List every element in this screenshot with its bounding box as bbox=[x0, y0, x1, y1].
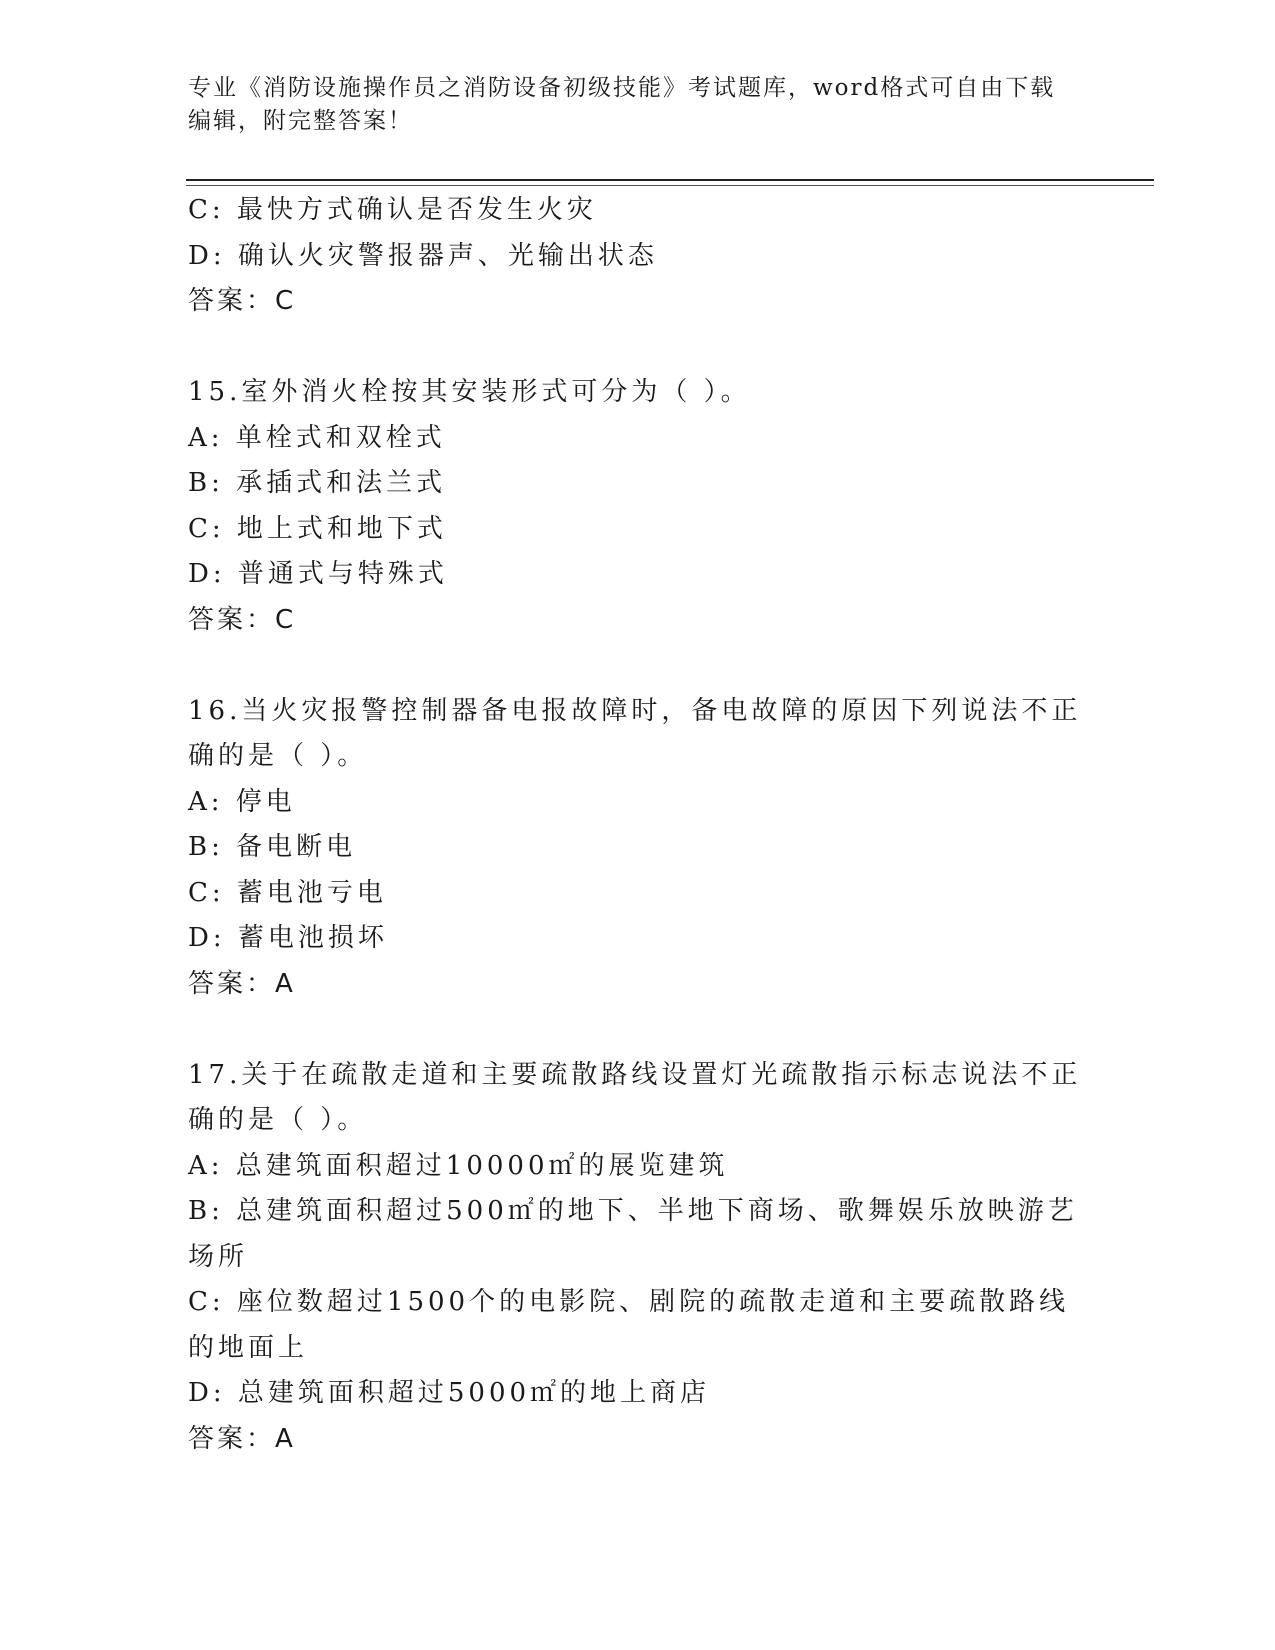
question-stem: 17.关于在疏散走道和主要疏散路线设置灯光疏散指示标志说法不正确的是（ ）。 bbox=[188, 1059, 1082, 1135]
option-b: B: 总建筑面积超过500㎡的地下、半地下商场、歌舞娱乐放映游艺场所 bbox=[188, 1196, 1078, 1272]
option-c: C: 最快方式确认是否发生火灾 bbox=[188, 195, 597, 225]
answer-line: 答案：A bbox=[188, 1423, 296, 1454]
option-b: B: 备电断电 bbox=[188, 832, 357, 862]
option-a: A: 总建筑面积超过10000㎡的展览建筑 bbox=[188, 1150, 729, 1181]
header-divider-thin bbox=[186, 185, 1154, 186]
document-header: 专业《消防设施操作员之消防设备初级技能》考试题库，word格式可自由下载编辑，附完整答案！ bbox=[188, 75, 1056, 134]
question-list bbox=[188, 188, 1088, 1462]
question-17 bbox=[188, 1053, 1088, 1463]
option-d: D: 确认火灾警报器声、光输出状态 bbox=[188, 240, 658, 271]
question-14-continued bbox=[188, 188, 1088, 325]
answer-line: 答案：C bbox=[188, 286, 297, 316]
question-stem: 16.当火灾报警控制器备电报故障时，备电故障的原因下列说法不正确的是（ ）。 bbox=[188, 695, 1082, 771]
option-a: A: 停电 bbox=[188, 786, 296, 817]
answer-line: 答案：A bbox=[188, 968, 296, 999]
option-d: D: 总建筑面积超过5000㎡的地上商店 bbox=[188, 1378, 711, 1408]
spacer bbox=[188, 325, 1088, 371]
header-divider bbox=[186, 179, 1154, 181]
question-stem: 15.室外消火栓按其安装形式可分为（ ）。 bbox=[188, 377, 751, 407]
option-a: A: 单栓式和双栓式 bbox=[188, 422, 446, 453]
option-c: C: 蓄电池亏电 bbox=[188, 877, 387, 908]
spacer bbox=[188, 1007, 1088, 1053]
option-c: C: 地上式和地下式 bbox=[188, 513, 447, 544]
option-c: C: 座位数超过1500个的电影院、剧院的疏散走道和主要疏散路线的地面上 bbox=[188, 1287, 1070, 1363]
option-b: B: 承插式和法兰式 bbox=[188, 468, 447, 498]
option-d: D: 蓄电池损坏 bbox=[188, 923, 388, 953]
question-15 bbox=[188, 370, 1088, 643]
option-d: D: 普通式与特殊式 bbox=[188, 559, 448, 589]
spacer bbox=[188, 643, 1088, 689]
answer-line: 答案：C bbox=[188, 604, 297, 635]
question-16 bbox=[188, 689, 1088, 1008]
